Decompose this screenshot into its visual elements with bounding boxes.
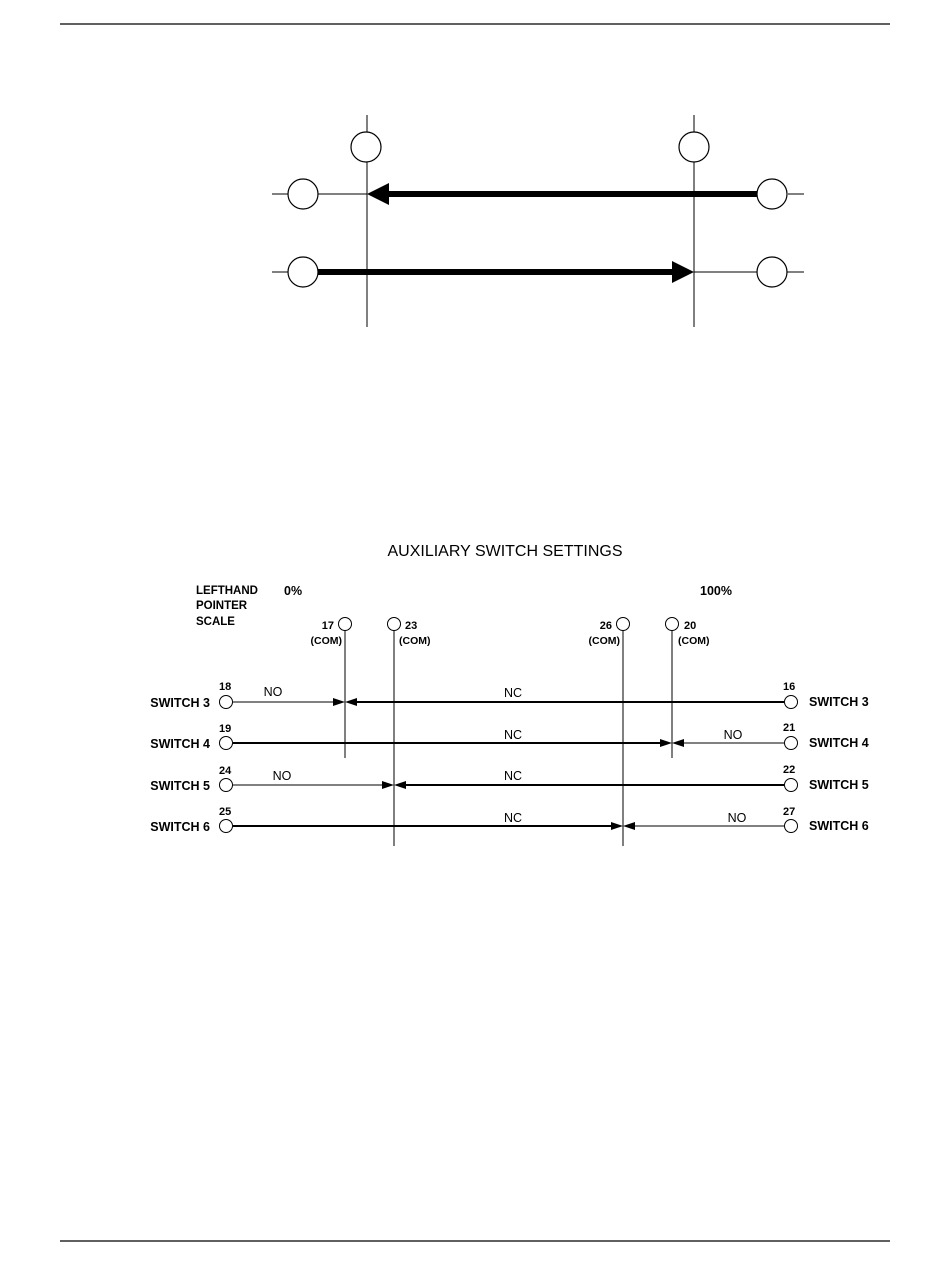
com-num-20: 20	[684, 620, 697, 632]
scale-label-line3: SCALE	[196, 616, 235, 628]
com-circle-17	[339, 618, 352, 631]
com-tag-26: (COM)	[588, 635, 620, 647]
scale-label-line1: LEFTHAND	[196, 585, 258, 597]
com-terminal-17	[311, 618, 352, 759]
switch-name-left: SWITCH 3	[150, 696, 210, 710]
terminal-num-right: 22	[783, 764, 796, 776]
legend-arrow-left-head	[367, 183, 389, 205]
switch-name-right: SWITCH 6	[809, 819, 869, 833]
com-terminal-23	[388, 618, 431, 847]
arrow-head	[672, 739, 684, 747]
terminal-num-left: 24	[219, 765, 232, 777]
switch-row-6	[150, 806, 869, 834]
legend-arrow-right-head	[672, 261, 694, 283]
terminal-num-right: 21	[783, 722, 796, 734]
terminal-num-right: 27	[783, 806, 796, 818]
arrow-head	[394, 781, 406, 789]
com-terminal-26	[589, 618, 630, 847]
nc-label: NC	[503, 769, 523, 783]
terminal-num-left: 19	[219, 723, 232, 735]
terminal-circle-right	[785, 737, 798, 750]
terminal-num-right: 16	[783, 681, 796, 693]
com-num-17: 17	[321, 620, 334, 632]
terminal-num-left: 25	[219, 806, 232, 818]
terminal-circle-right	[785, 820, 798, 833]
arrow-head	[611, 822, 623, 830]
arrow-head	[382, 781, 394, 789]
terminal-circle-right	[785, 779, 798, 792]
legend-circle-row2-left	[288, 257, 318, 287]
com-tag-17: (COM)	[310, 635, 342, 647]
arrow-head	[623, 822, 635, 830]
switch-name-right: SWITCH 3	[809, 695, 869, 709]
switch-row-5	[150, 764, 869, 793]
switch-name-right: SWITCH 4	[809, 736, 869, 750]
terminal-circle-right	[785, 696, 798, 709]
terminal-circle-left	[220, 737, 233, 750]
legend-circle-row1-right	[757, 179, 787, 209]
terminal-num-left: 18	[219, 681, 232, 693]
switch-name-left: SWITCH 5	[150, 779, 210, 793]
switch-name-left: SWITCH 4	[150, 737, 210, 751]
no-label: NO	[272, 769, 292, 783]
nc-label: NC	[503, 686, 523, 700]
terminal-circle-left	[220, 779, 233, 792]
nc-label: NC	[503, 811, 523, 825]
no-label: NO	[263, 685, 283, 699]
com-circle-20	[666, 618, 679, 631]
com-tag-20: (COM)	[678, 635, 710, 647]
arrow-head	[333, 698, 345, 706]
diagram-title: AUXILIARY SWITCH SETTINGS	[387, 543, 623, 560]
com-circle-23	[388, 618, 401, 631]
no-label: NO	[723, 728, 743, 742]
com-num-23: 23	[405, 620, 418, 632]
com-num-26: 26	[599, 620, 612, 632]
legend-circle-top-left	[351, 132, 381, 162]
switch-name-right: SWITCH 5	[809, 778, 869, 792]
arrow-head	[660, 739, 672, 747]
pct-right: 100%	[700, 584, 732, 598]
legend-circle-top-right	[679, 132, 709, 162]
legend-diagram	[272, 115, 804, 327]
legend-circle-row2-right	[757, 257, 787, 287]
scale-label-line2: POINTER	[196, 600, 248, 612]
no-label: NO	[727, 811, 747, 825]
com-terminal-20	[666, 618, 710, 759]
legend-circle-row1-left	[288, 179, 318, 209]
switch-row-3	[150, 681, 869, 710]
switch-row-4	[150, 722, 869, 751]
switch-name-left: SWITCH 6	[150, 820, 210, 834]
terminal-circle-left	[220, 820, 233, 833]
com-circle-26	[617, 618, 630, 631]
com-tag-23: (COM)	[399, 635, 431, 647]
pct-left: 0%	[284, 584, 303, 598]
terminal-circle-left	[220, 696, 233, 709]
arrow-head	[345, 698, 357, 706]
nc-label: NC	[503, 728, 523, 742]
